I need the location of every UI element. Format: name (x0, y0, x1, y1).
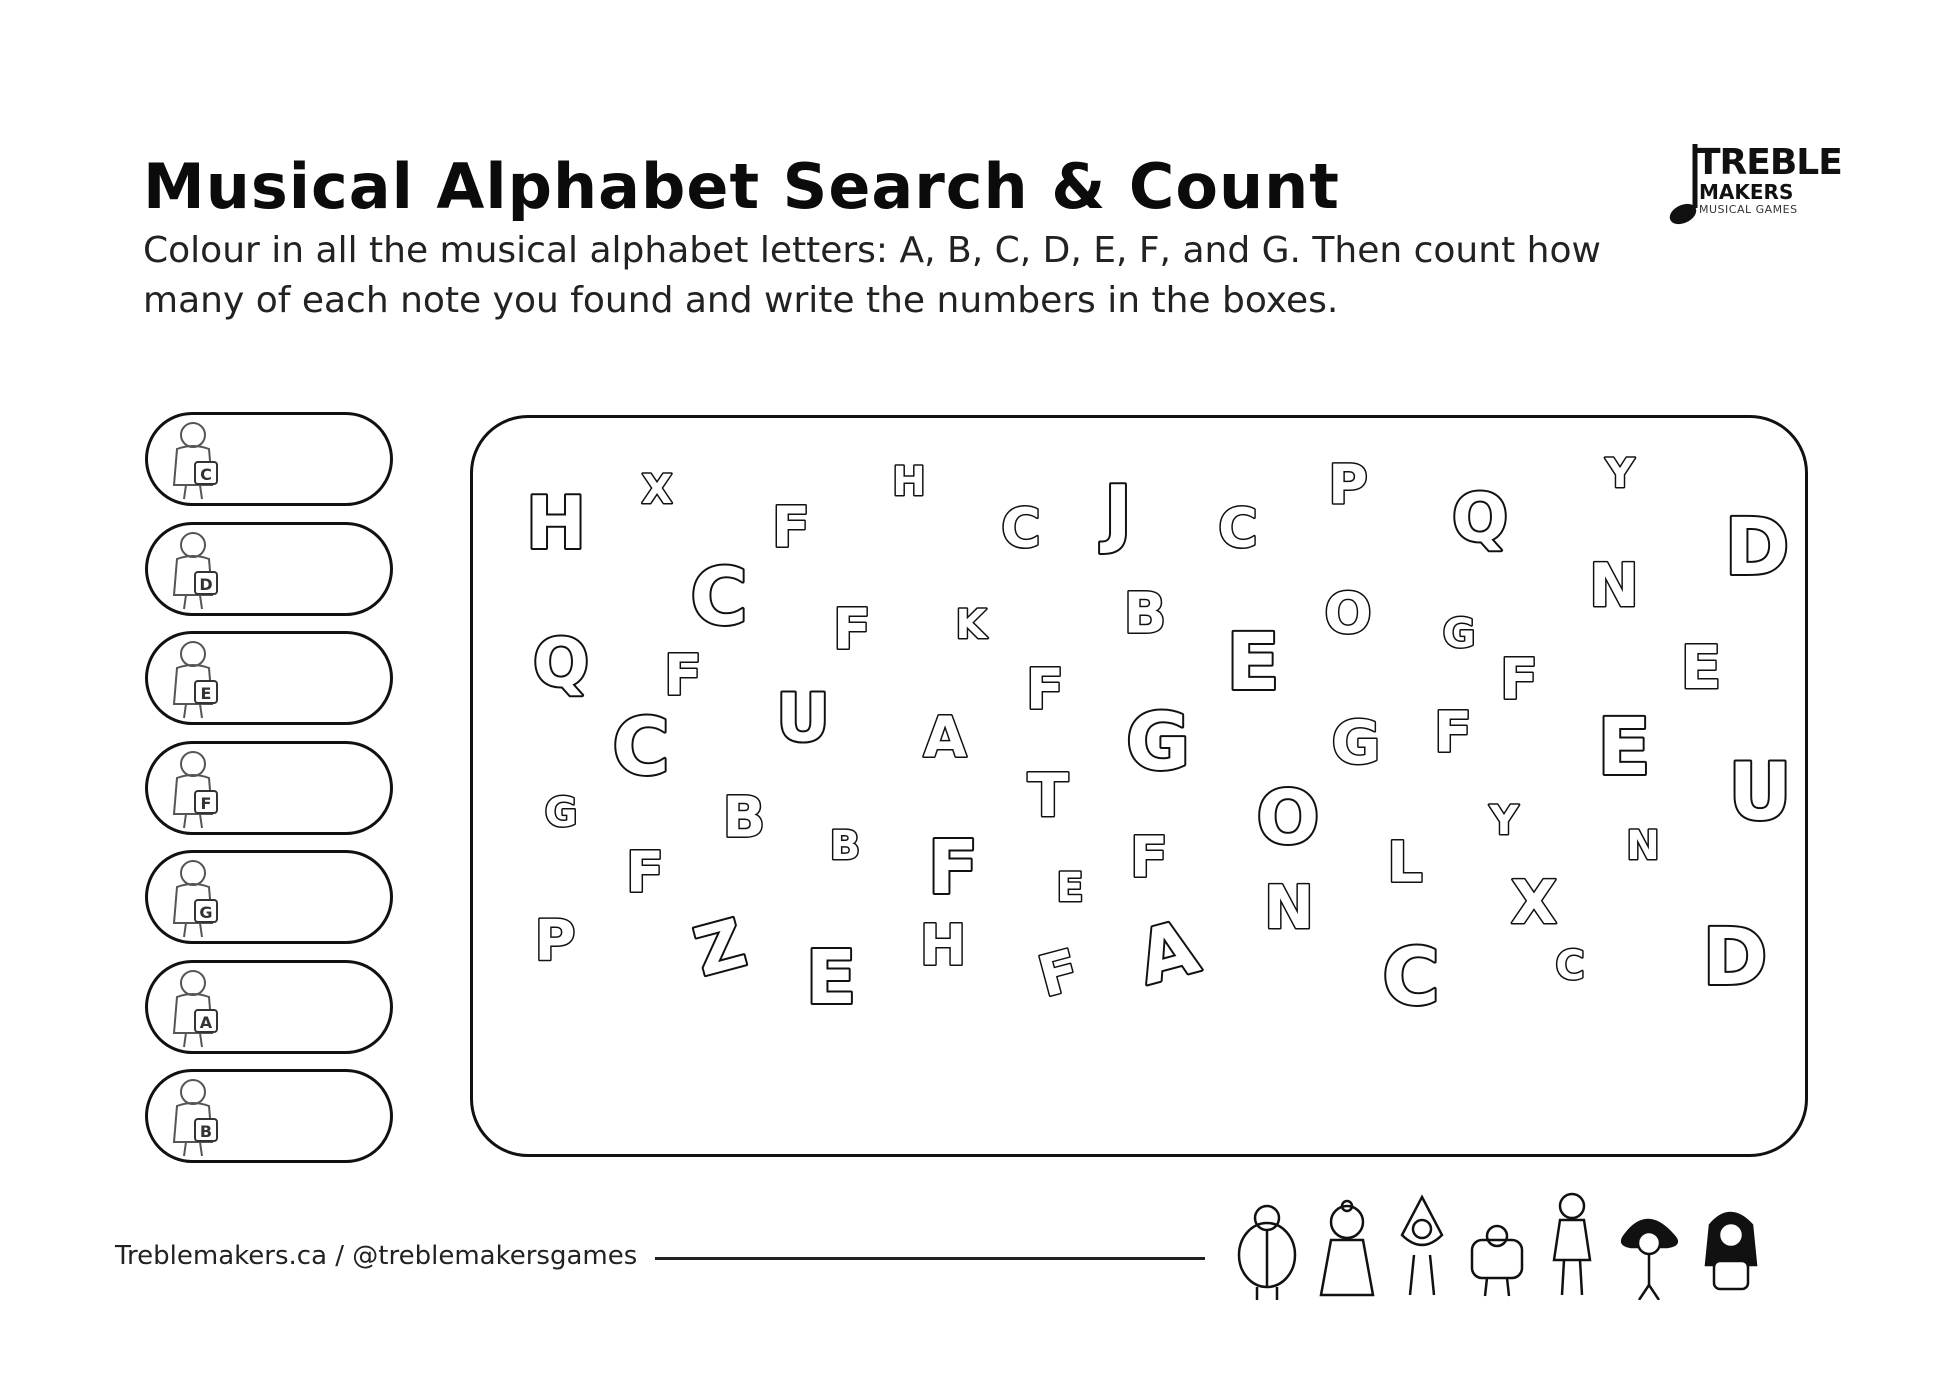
search-letter[interactable]: D (1702, 913, 1768, 1003)
lineup-character-a-icon (1622, 1220, 1677, 1300)
count-box-note-label: G (194, 899, 218, 923)
search-letter[interactable]: F (927, 825, 979, 911)
logo-line-3: MUSICAL GAMES (1699, 203, 1798, 216)
search-letter[interactable]: Y (1605, 451, 1635, 497)
search-letter[interactable]: F (663, 643, 703, 709)
search-letter[interactable]: Y (1489, 798, 1519, 844)
search-letter[interactable]: N (1263, 873, 1315, 943)
search-letter[interactable]: C (612, 703, 670, 793)
count-box-note-label: F (194, 790, 218, 814)
search-letter[interactable]: O (1256, 775, 1320, 861)
search-letter[interactable]: L (1387, 830, 1423, 896)
count-box-note-label: C (194, 461, 218, 485)
search-letter[interactable]: H (919, 913, 967, 979)
search-letter[interactable]: P (1328, 453, 1368, 517)
count-box-g[interactable] (145, 850, 393, 944)
search-letter[interactable]: A (923, 705, 967, 771)
search-letter[interactable]: H (892, 459, 926, 505)
search-letter[interactable]: B (722, 785, 766, 851)
search-letter[interactable]: B (1123, 581, 1167, 647)
lineup-character-e-icon (1402, 1197, 1442, 1295)
search-letter[interactable]: F (625, 840, 665, 906)
character-lineup (1222, 1190, 1822, 1305)
search-letter[interactable]: C (690, 553, 748, 643)
search-letter[interactable]: G (544, 790, 578, 836)
search-letter[interactable]: F (771, 495, 811, 561)
search-letter[interactable]: D (1724, 503, 1790, 593)
search-letter[interactable]: E (1680, 633, 1722, 703)
count-box-note-label: D (194, 571, 218, 595)
search-letter[interactable]: P (534, 908, 576, 974)
footer-divider (655, 1257, 1205, 1260)
search-letter[interactable]: B (829, 823, 861, 869)
search-letter[interactable]: E (1226, 618, 1280, 708)
lineup-character-b-icon (1706, 1213, 1756, 1289)
search-letter[interactable]: E (1056, 865, 1084, 911)
count-box-d[interactable] (145, 522, 393, 616)
count-box-e[interactable] (145, 631, 393, 725)
search-letter[interactable]: A (1129, 904, 1207, 1002)
lineup-character-f-icon (1472, 1226, 1522, 1296)
lineup-character-d-icon (1321, 1201, 1373, 1295)
search-letter[interactable]: Q (1451, 479, 1509, 557)
search-letter[interactable]: K (955, 602, 987, 648)
search-letter[interactable]: F (832, 597, 872, 663)
search-letter[interactable]: N (1626, 823, 1660, 869)
search-letter[interactable]: C (1555, 943, 1585, 989)
search-letter[interactable]: G (1125, 698, 1191, 788)
search-letter[interactable]: C (1001, 496, 1041, 560)
search-letter[interactable]: X (1510, 868, 1558, 938)
search-letter[interactable]: X (641, 467, 673, 513)
search-letter[interactable]: E (805, 935, 857, 1021)
search-letter[interactable]: C (1218, 496, 1258, 560)
search-letter[interactable]: N (1588, 551, 1640, 621)
search-letter[interactable]: F (1129, 825, 1169, 891)
search-letter[interactable]: U (1728, 748, 1792, 838)
letter-search-board (470, 415, 1808, 1157)
search-letter[interactable]: G (1442, 611, 1476, 657)
search-letter[interactable]: F (1499, 647, 1539, 713)
logo-line-2: MAKERS (1699, 180, 1794, 204)
logo-line-1: TREBLE (1696, 142, 1842, 183)
treblemakers-logo (1655, 142, 1842, 232)
count-box-a[interactable] (145, 960, 393, 1054)
instructions: Colour in all the musical alphabet letters: A, B, C, D, E, F, and G. Then count how many of each note you found and write the numbers in the boxes. (143, 230, 1601, 321)
search-letter[interactable]: J (1104, 470, 1132, 556)
search-letter[interactable]: F (1025, 657, 1065, 723)
count-box-c[interactable] (145, 412, 393, 506)
search-letter[interactable]: Z (686, 904, 754, 992)
search-letter[interactable]: U (776, 679, 830, 757)
search-letter[interactable]: T (1027, 761, 1069, 831)
letter-field (473, 418, 1811, 1160)
count-box-note-label: E (194, 680, 218, 704)
footer-credit: Treblemakers.ca / @treblemakersgames (115, 1241, 638, 1271)
count-box-b[interactable] (145, 1069, 393, 1163)
count-box-f[interactable] (145, 741, 393, 835)
search-letter[interactable]: C (1382, 933, 1440, 1023)
search-letter[interactable]: G (1331, 708, 1381, 778)
search-letter[interactable]: F (1032, 937, 1086, 1011)
count-box-note-label: A (194, 1009, 218, 1033)
lineup-character-g-icon (1554, 1194, 1590, 1295)
count-box-note-label: B (194, 1118, 218, 1142)
search-letter[interactable]: O (1324, 581, 1372, 647)
search-letter[interactable]: H (525, 481, 587, 565)
search-letter[interactable]: F (1433, 700, 1473, 766)
search-letter[interactable]: E (1597, 703, 1651, 793)
page-title: Musical Alphabet Search & Count (143, 150, 1340, 223)
search-letter[interactable]: Q (532, 624, 590, 702)
lineup-character-c-icon (1239, 1206, 1295, 1300)
